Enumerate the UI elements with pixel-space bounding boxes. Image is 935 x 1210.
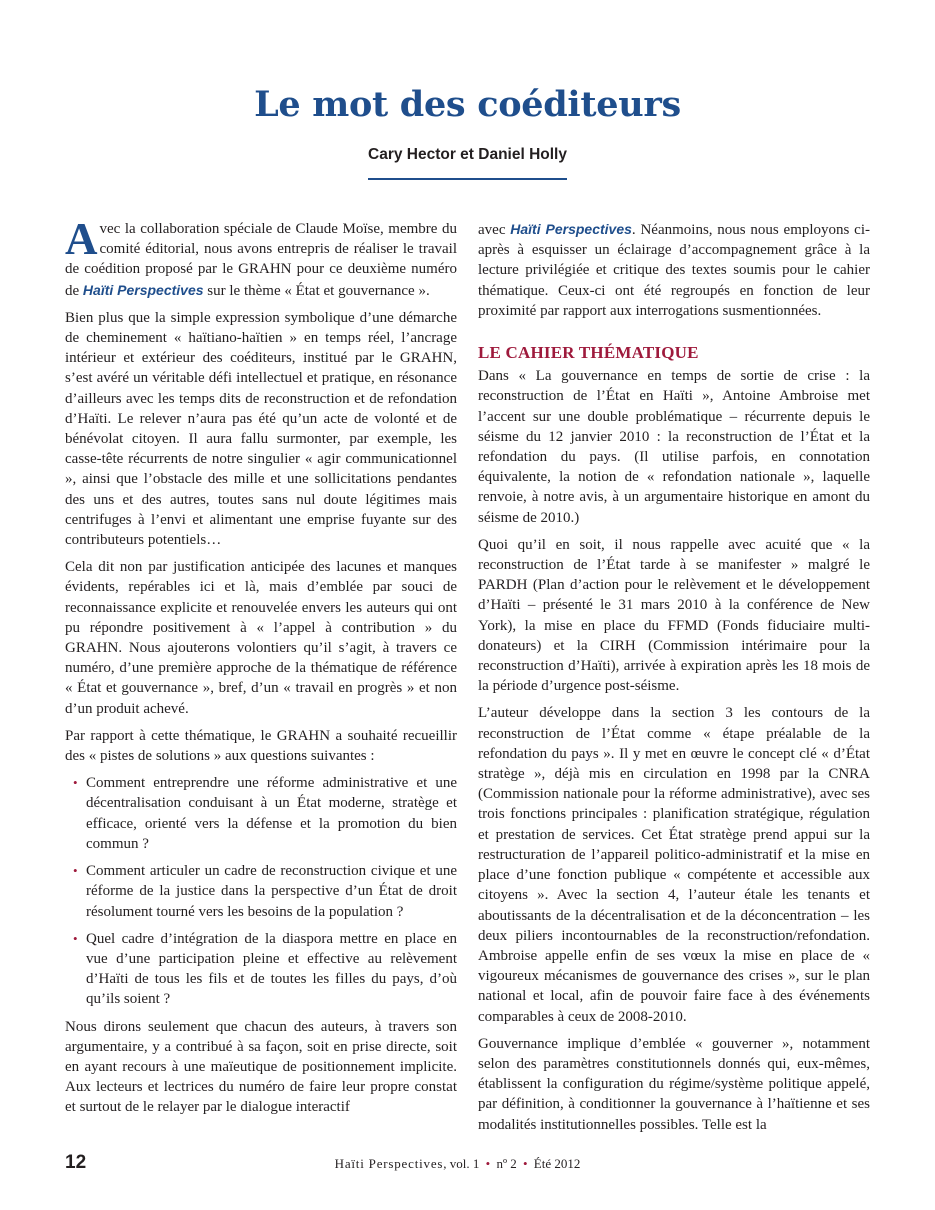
paragraph: Par rapport à cette thématique, le GRAHN a souhaité recueillir des « pistes de solutions » aux questions suivantes : bbox=[65, 727, 457, 765]
paragraph: Dans « La gouvernance en temps de sortie de crise : la reconstruction de l’État en Haïti », Antoine Ambroise met l’accent sur une double problématique – récurrente depuis le séisme du 12 janvier 2010 : la reconstruction de l’État et la refondation du pays. (Il utilise parfois, en connotation équivalente, la notion de « refondation nationale », laquelle renvoie, à notre avis, à un argumentaire historique en amont du séisme de 2010.) bbox=[478, 368, 870, 526]
drop-cap: A bbox=[65, 214, 98, 264]
list-item-text: Quel cadre d’intégration de la diaspora mettre en place en vue d’une participation pleine et effective au relèvement d’Haïti de tous les fils et de toutes les filles du pays, d’où qu’ils soient ? bbox=[86, 930, 457, 1008]
paragraph: L’auteur développe dans la section 3 les contours de la reconstruction de l’État comme « étape préalable de la refondation du pays ». Il y met en œuvre le concept clé « d’État stratège », déjà mis en circulation en 1998 par la CNRA (Commission nationale pour la réforme administrative), avec ses trois fonctions principales : planification stratégique, régulation et prestation de services. Cet État stratège prend appui sur la restructuration de l’appareil politico-administratif et la mise en place d’une fonction publique « compétente et accessible aux citoyens ». Avec la section 4, l’auteur étale les tenants et aboutissants de la décentralisation et de la déconcentration – les deux piliers incontournables de la reconstruction/refondation. Ambroise appelle enfin de ses vœux la mise en place de « vigoureux mécanismes de gouvernance des crises », sur le plan national et local, afin de pouvoir faire face à des événements comparables à ceux de 2008-2010. bbox=[478, 705, 870, 1025]
right-column bbox=[478, 219, 870, 1142]
paragraph bbox=[478, 219, 870, 321]
list-item-text: Comment articuler un cadre de reconstruction civique et une réforme de la justice dans la perspective d’un État de droit résolument tourné vers les besoins de la population ? bbox=[86, 863, 457, 920]
intro-text-start: vec la collaboration spéciale de Claude Moïse, membre du comité éditorial, nous avons entrepris de réaliser le travail de coédition proposé par le GRAHN pour ce deuxième numéro de bbox=[65, 221, 457, 299]
footer-season: Été 2012 bbox=[533, 1156, 581, 1171]
list-item bbox=[73, 773, 457, 854]
title-divider bbox=[368, 178, 567, 180]
footer-volume: , vol. 1 bbox=[443, 1156, 480, 1171]
bullet-icon: • bbox=[73, 930, 78, 946]
paragraph: Gouvernance implique d’emblée « gouverner », notamment selon des paramètres constitutionnels donnés qui, eux-mêmes, établissent la configuration du régime/système politique appelé, par définition, à conditionner la gouvernance à l’haïtienne et ses modalités institutionnelles possibles. Telle est la bbox=[478, 1035, 870, 1133]
footer-journal-name: Haïti Perspectives bbox=[334, 1156, 444, 1171]
bullet-icon: • bbox=[73, 775, 78, 791]
paragraph: Nous dirons seulement que chacun des auteurs, à travers son argumentaire, y a contribué à sa façon, soit en prise directe, soit en ayant recours à une maïeutique de positionnement implicite. Aux lecteurs et lectrices du numéro de faire leur propre constat et surtout de le relayer par le dialogue interactif bbox=[65, 1018, 457, 1116]
journal-name-inline: Haïti Perspectives bbox=[510, 221, 632, 237]
page-title: Le mot des coéditeurs bbox=[254, 84, 681, 125]
list-item-text: Comment entreprendre une réforme administrative et une décentralisation conduisant à un État moderne, stratège et efficace, orienté vers la défense et la promotion du bien commun ? bbox=[86, 775, 457, 852]
footer-issue: nº 2 bbox=[496, 1156, 517, 1171]
running-footer bbox=[65, 1156, 850, 1172]
page-footer bbox=[65, 1152, 870, 1176]
left-column bbox=[65, 214, 457, 1125]
paragraph-text-end: . Néanmoins, nous nous employons ci-après à esquisser un éclairage d’accompagnement grâce à la lecture privilégiée et critique des textes soumis pour le cahier thématique. Ceux-ci ont été regroupés en fonction de leur proximité par rapport aux interrogations susmentionnées. bbox=[478, 222, 870, 319]
separator-dot: • bbox=[522, 1156, 528, 1171]
intro-text-end: sur le thème « État et gouvernance ». bbox=[203, 282, 430, 299]
section-heading: LE CAHIER THÉMATIQUE bbox=[478, 343, 699, 363]
page-number: 12 bbox=[65, 1152, 87, 1173]
journal-name-inline: Haïti Perspectives bbox=[82, 281, 204, 298]
list-item bbox=[73, 929, 457, 1010]
list-item bbox=[73, 861, 457, 922]
separator-dot: • bbox=[485, 1156, 491, 1171]
questions-list bbox=[65, 773, 457, 1009]
paragraph: Cela dit non par justification anticipée des lacunes et manques évidents, repérables ici et là, mais d’emblée par souci de reconnaissance explicite et renouvelée envers les auteurs qui ont pu répondre positivement à « l’appel à contribution » du GRAHN. Nous ajouterons volontiers qu’il s’agit, à travers ce numéro, d’une première approche de la thématique de référence « État et gouvernance », bref, d’un « travail en progrès » et non d’un produit achevé. bbox=[65, 559, 457, 717]
paragraph: Bien plus que la simple expression symbolique d’une démarche de cheminement « haïtiano-haïtien » en temps réel, l’ancrage intérieur et extérieur des coéditeurs, institué par le GRAHN, s’est avéré un véritable défi intellectuel et pratique, en résonance d’ailleurs avec les temps dits de reconstruction et de refondation d’Haïti. Le relever n’aura pas été qu’un acte de volonté et de bénévolat citoyen. Il aura fallu surmonter, par exemple, les casse-tête récurrents de notre singulier « agir communicationnel », ainsi que l’obstacle des mille et une sollicitations pendantes des uns et des autres, toutes sans nul doute légitimes mais centrifuges à l’envi et alimentant une emprise fuyante sur des contributeurs potentiels… bbox=[65, 309, 457, 549]
paragraph-text-start: avec bbox=[478, 222, 511, 238]
bullet-icon: • bbox=[73, 863, 78, 879]
intro-paragraph bbox=[65, 214, 457, 301]
article-authors: Cary Hector et Daniel Holly bbox=[368, 146, 567, 163]
paragraph: Quoi qu’il en soit, il nous rappelle avec acuité que « la reconstruction de l’État tarde à se manifester » malgré le PARDH (Plan d’action pour le relèvement et le développement d’Haïti – présenté le 31 mars 2010 à la conférence de New York), la mise en place du FFMD (Fonds fiduciaire multi-donateurs) et la CIRH (Commission intérimaire pour la reconstruction d’Haïti), arrivée à expiration après les 18 mois de la période d’urgence post-séisme. bbox=[478, 536, 870, 695]
